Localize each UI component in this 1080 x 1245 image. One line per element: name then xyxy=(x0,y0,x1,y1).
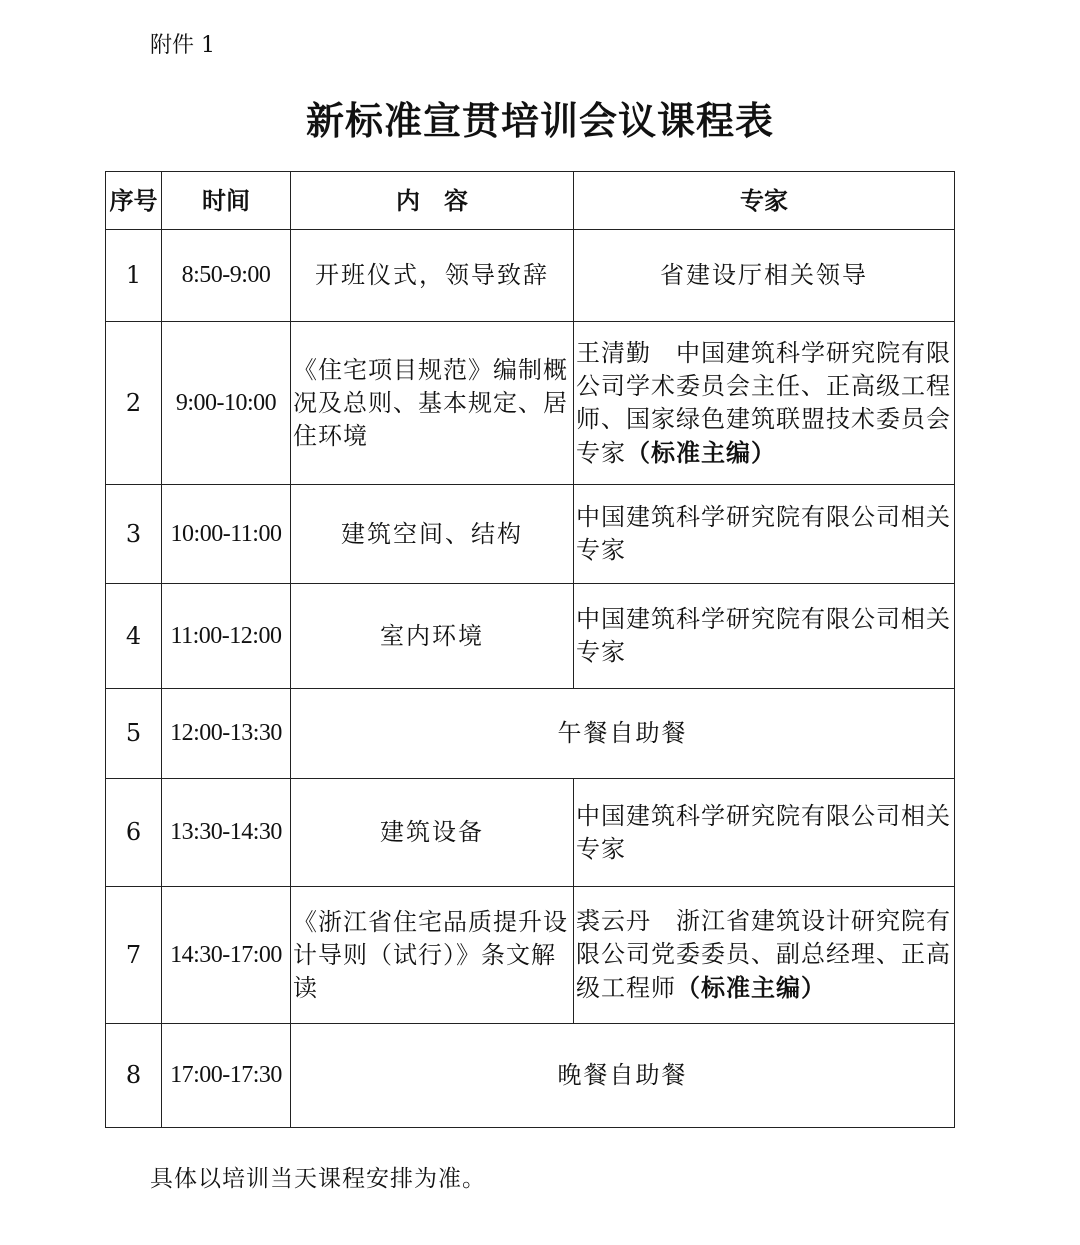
table-row xyxy=(106,887,955,1024)
row-time: 17:00-17:30 xyxy=(162,1024,291,1128)
row-num: 6 xyxy=(106,779,162,887)
row-num: 1 xyxy=(106,230,162,322)
row-expert: 省建设厅相关领导 xyxy=(574,230,955,322)
row-time: 10:00-11:00 xyxy=(162,485,291,584)
row-expert: 中国建筑科学研究院有限公司相关专家 xyxy=(574,584,955,689)
row-time: 11:00-12:00 xyxy=(162,584,291,689)
footnote: 具体以培训当天课程安排为准。 xyxy=(150,1166,486,1192)
row-time: 8:50-9:00 xyxy=(162,230,291,322)
table-row xyxy=(106,230,955,322)
row-content: 《浙江省住宅品质提升设计导则（试行）》条文解读 xyxy=(291,887,574,1024)
table-row xyxy=(106,779,955,887)
row-content: 开班仪式，领导致辞 xyxy=(291,230,574,322)
row-content: 建筑空间、结构 xyxy=(291,485,574,584)
row-num: 4 xyxy=(106,584,162,689)
row-expert: 中国建筑科学研究院有限公司相关专家 xyxy=(574,779,955,887)
row-num: 5 xyxy=(106,689,162,779)
row-num: 2 xyxy=(106,322,162,485)
table-row xyxy=(106,1024,955,1128)
row-num: 7 xyxy=(106,887,162,1024)
table-row xyxy=(106,485,955,584)
row-expert xyxy=(574,322,955,485)
row-content: 《住宅项目规范》编制概况及总则、基本规定、居住环境 xyxy=(291,322,574,485)
table-row xyxy=(106,689,955,779)
header-expert: 专家 xyxy=(574,172,955,230)
header-content: 内 容 xyxy=(291,172,574,230)
row-num: 3 xyxy=(106,485,162,584)
row-time: 12:00-13:30 xyxy=(162,689,291,779)
table-header-row xyxy=(106,172,955,230)
row-expert: 中国建筑科学研究院有限公司相关专家 xyxy=(574,485,955,584)
expert-text: 王清勤 中国建筑科学研究院有限公司学术委员会主任、正高级工程师、国家绿色建筑联盟技术委员会专家 xyxy=(576,338,951,467)
header-time: 时间 xyxy=(162,172,291,230)
row-merged-meal: 晚餐自助餐 xyxy=(291,1024,955,1128)
header-num: 序号 xyxy=(106,172,162,230)
row-content: 室内环境 xyxy=(291,584,574,689)
page-title: 新标准宣贯培训会议课程表 xyxy=(305,98,774,143)
row-time: 9:00-10:00 xyxy=(162,322,291,485)
attachment-label: 附件 1 xyxy=(150,33,215,58)
row-merged-meal: 午餐自助餐 xyxy=(291,689,955,779)
row-num: 8 xyxy=(106,1024,162,1128)
row-content: 建筑设备 xyxy=(291,779,574,887)
schedule-table xyxy=(105,171,955,1128)
row-expert xyxy=(574,887,955,1024)
expert-text: 裘云丹 浙江省建筑设计研究院有限公司党委委员、副总经理、正高级工程师 xyxy=(576,907,951,1002)
row-time: 13:30-14:30 xyxy=(162,779,291,887)
row-time: 14:30-17:00 xyxy=(162,887,291,1024)
expert-role-tag: （标准主编） xyxy=(626,437,776,467)
table-row xyxy=(106,322,955,485)
expert-role-tag: （标准主编） xyxy=(676,973,826,1002)
table-row xyxy=(106,584,955,689)
